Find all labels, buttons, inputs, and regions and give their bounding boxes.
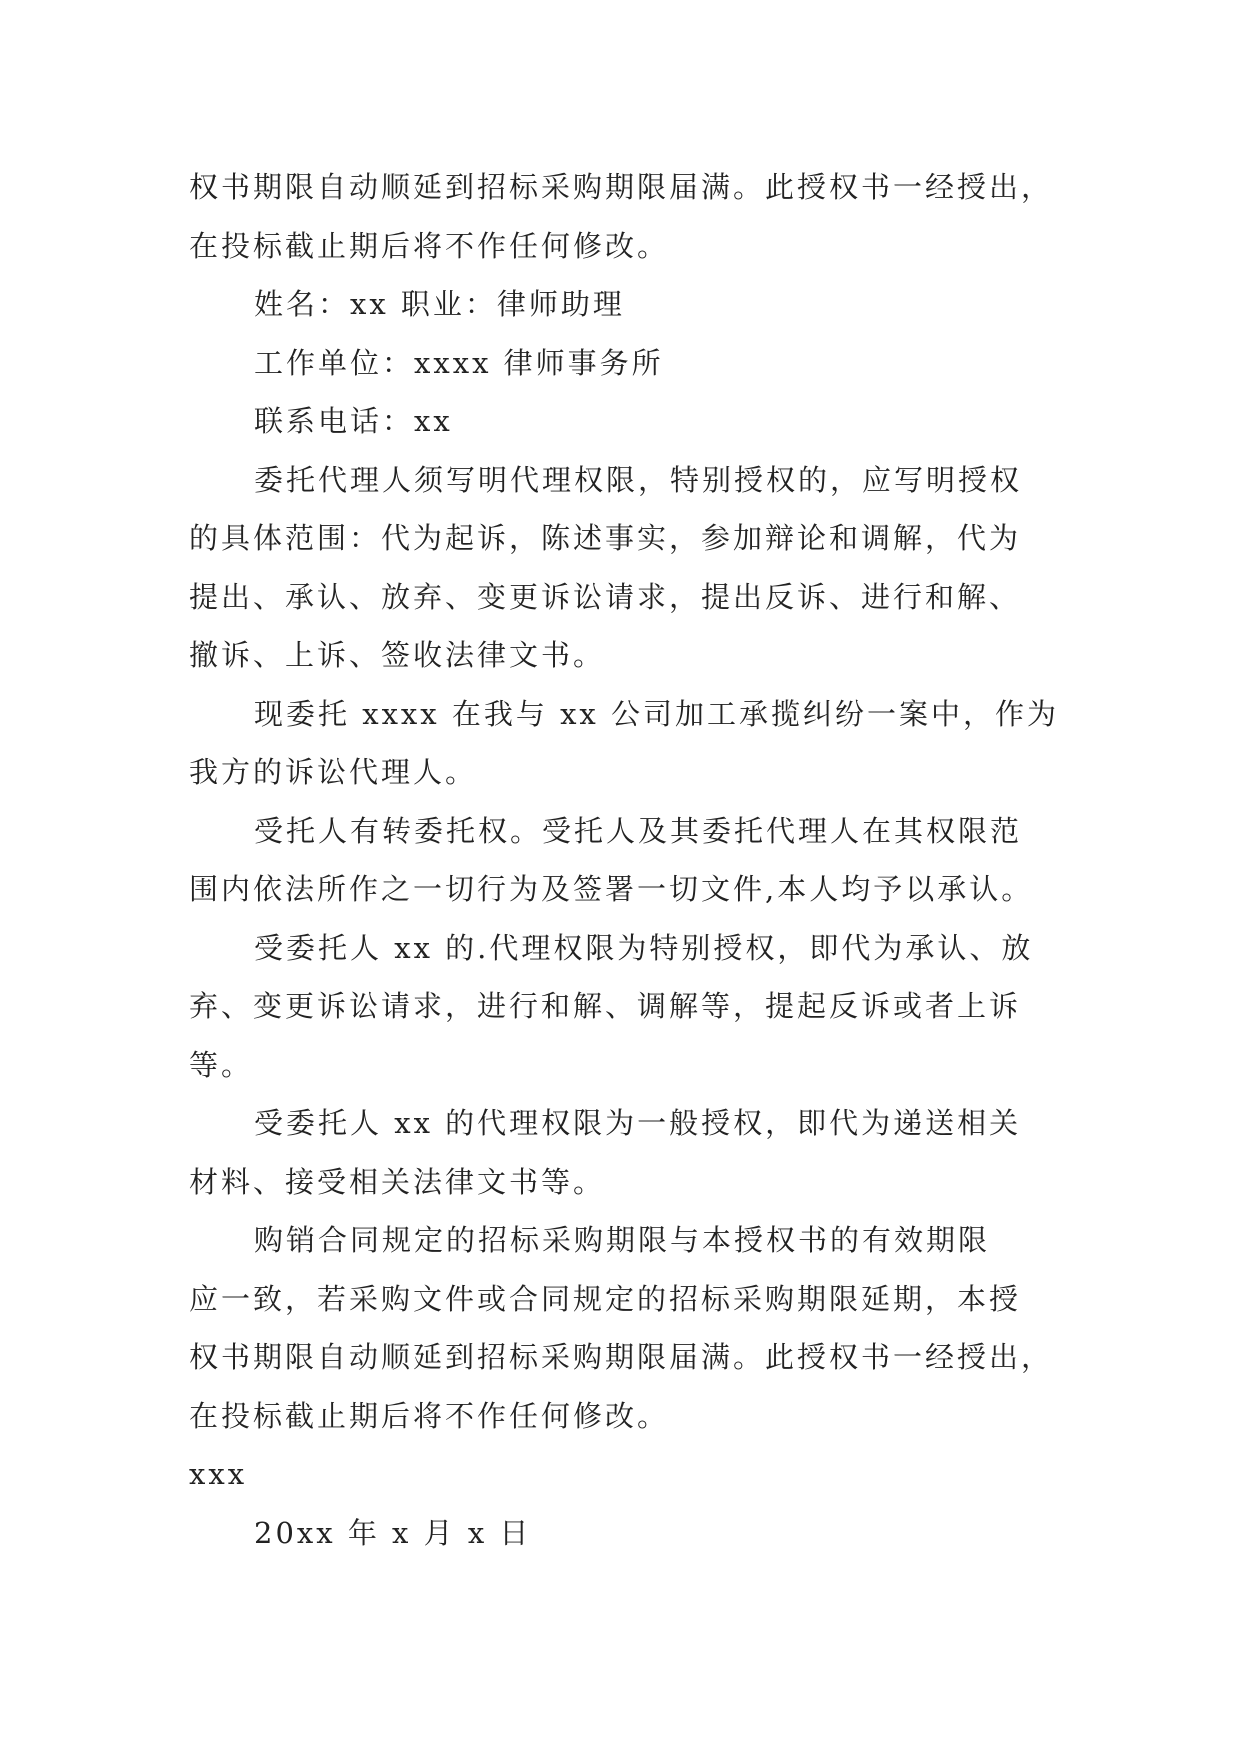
text-line: 我方的诉讼代理人。 [189,755,478,789]
name-occupation-line: 姓名：xx 职业：律师助理 [254,287,625,321]
text-line: 受托人有转委托权。受托人及其委托代理人在其权限范 [254,813,1023,848]
text-line: 受委托人 xx 的.代理权限为特别授权，即代为承认、放 [254,930,1034,965]
text-line: 等。 [189,1047,254,1082]
phone-line: 联系电话：xx [254,404,453,438]
text-line: 在投标截止期后将不作任何修改。 [189,1398,670,1433]
text-line: 提出、承认、放弃、变更诉讼请求，提出反诉、进行和解、 [189,579,1022,614]
text-line: 权书期限自动顺延到招标采购期限届满。此授权书一经授出， [189,1340,1054,1374]
signature-line: xxx [189,1457,248,1491]
text-line: 购销合同规定的招标采购期限与本授权书的有效期限 [254,1223,991,1257]
date-line: 20xx 年 x 月 x 日 [254,1515,532,1550]
text-line: 应一致，若采购文件或合同规定的招标采购期限延期，本授 [189,1281,1022,1316]
text-line: 受委托人 xx 的代理权限为一般授权，即代为递送相关 [254,1106,1022,1140]
text-line: 材料、接受相关法律文书等。 [189,1164,606,1199]
text-line: 现委托 xxxx 在我与 xx 公司加工承揽纠纷一案中，作为 [254,696,1060,731]
text-line: 在投标截止期后将不作任何修改。 [189,228,670,263]
work-unit-line: 工作单位：xxxx 律师事务所 [254,345,664,380]
text-line: 撤诉、上诉、签收法律文书。 [189,638,606,672]
text-line: 委托代理人须写明代理权限，特别授权的，应写明授权 [254,462,1023,497]
text-line: 的具体范围：代为起诉，陈述事实，参加辩论和调解，代为 [189,521,1022,555]
text-line: 弃、变更诉讼请求，进行和解、调解等，提起反诉或者上诉 [189,989,1022,1023]
document-body [189,158,1089,1562]
text-line: 权书期限自动顺延到招标采购期限届满。此授权书一经授出， [189,170,1054,204]
text-line: 围内依法所作之一切行为及签署一切文件,本人均予以承认。 [189,872,1034,906]
